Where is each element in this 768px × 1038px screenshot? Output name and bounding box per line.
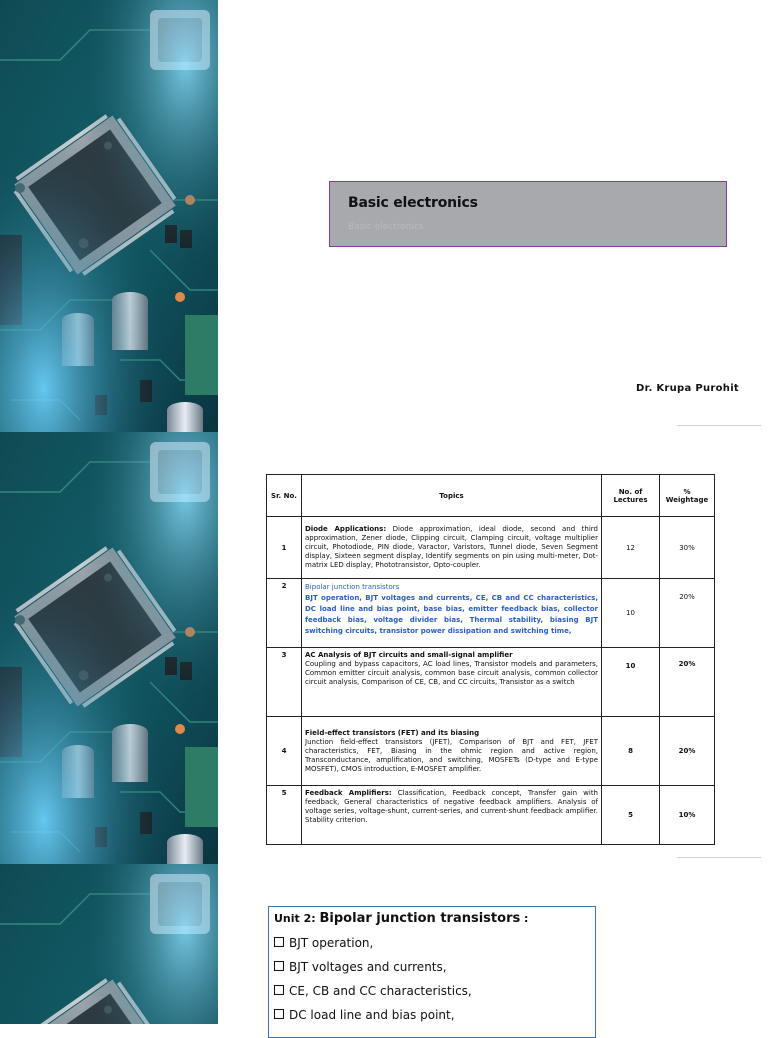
topic-text: Classification, Feedback concept, Transfer gain with feedback, General characteristics of negative feedback amplifiers. Analysis of voltage series, voltage-shunt, current-series, and current-shunt feedback amplifier. Stability criterion. (305, 789, 598, 824)
row-lectures: 5 (602, 786, 660, 845)
list-item (274, 1007, 472, 1031)
circuit-board-image (0, 864, 218, 1024)
table-row (267, 717, 715, 786)
checkbox-bullet-icon (274, 961, 284, 971)
row-weightage: 10% (660, 786, 715, 845)
checkbox-bullet-icon (274, 937, 284, 947)
row-lectures: 10 (602, 579, 660, 648)
row-sr: 5 (267, 786, 302, 845)
row-topic (302, 717, 602, 786)
row-lectures: 12 (602, 517, 660, 579)
topic-text: Diode approximation, ideal diode, second and third approximation, Zener diode, Clipping circuit, Clamping circuit, voltage multiplier circuit, Photodiode, PIN diode, Varactor, Varistors, Tunnel diode, Seven Segment display, Sixteen segment display, Identify segments on pin using multi-meter, Dot-matrix LED display, Phototransistor, Opto-coupler. (305, 525, 598, 569)
unit-title-text: Bipolar junction transistors (319, 911, 521, 926)
row-sr: 3 (267, 648, 302, 717)
list-item (274, 959, 472, 983)
unit-topic-list (274, 935, 472, 1031)
unit-title (274, 911, 528, 926)
header-sr-no: Sr. No. (267, 475, 302, 517)
title-box (329, 181, 727, 247)
topic-lead: Feedback Amplifiers: (305, 789, 392, 797)
unit-prefix: Unit 2: (274, 912, 320, 925)
checkbox-bullet-icon (274, 1009, 284, 1019)
topic-lead: AC Analysis of BJT circuits and small-signal amplifier (305, 651, 513, 659)
row-topic (302, 517, 602, 579)
table-row (267, 517, 715, 579)
unit-box (268, 906, 596, 1038)
row-sr: 2 (267, 579, 302, 648)
slide-subtitle: Basic electronics (348, 222, 424, 232)
row-sr: 1 (267, 517, 302, 579)
row-weightage: 20% (660, 579, 715, 648)
table-row (267, 786, 715, 845)
list-item-label: BJT operation, (289, 936, 374, 950)
list-item-label: CE, CB and CC characteristics, (289, 984, 472, 998)
header-topics: Topics (302, 475, 602, 517)
table-row (267, 648, 715, 717)
divider (677, 857, 761, 858)
circuit-board-image (0, 432, 218, 864)
topic-text: Junction field-effect transistors (JFET), Comparison of BJT and FET, JFET characteristics, FET, Biasing in the ohmic region and active region, Transconductance, amplification, and switching, MOSFETs (D-type and E-type MOSFET), CMOS introduction, E-MOSFET amplifier. (305, 737, 598, 773)
topic-lead: Bipolar junction transistors (305, 583, 400, 591)
divider (677, 425, 761, 426)
row-weightage: 30% (660, 517, 715, 579)
topic-text: Coupling and bypass capacitors, AC load lines, Transistor models and parameters, Common emitter circuit analysis, common base circuit analysis, common collector circuit analysis, Comparison of CE, CB, and CC circuits, Transistor as a switch (305, 660, 598, 686)
topic-text: BJT operation, BJT voltages and currents, CE, CB and CC characteristics, DC load line and bias point, base bias, emitter feedback bias, collector feedback bias, voltage divider bias, Thermal stability, biasing BJT switching circuits, transistor power dissipation and switching time, (305, 594, 598, 635)
row-weightage: 20% (660, 648, 715, 717)
slide-title: Basic electronics (348, 195, 478, 211)
header-weightage: % Weightage (660, 475, 715, 517)
list-item (274, 935, 472, 959)
table-row (267, 579, 715, 648)
row-topic (302, 579, 602, 648)
syllabus-table (266, 474, 715, 845)
row-lectures: 10 (602, 648, 660, 717)
row-lectures: 8 (602, 717, 660, 786)
unit-suffix: : (520, 912, 529, 925)
row-weightage: 20% (660, 717, 715, 786)
list-item-label: BJT voltages and currents, (289, 960, 447, 974)
row-topic (302, 786, 602, 845)
topic-lead: Field-effect transistors (FET) and its biasing (305, 728, 480, 737)
circuit-board-image (0, 0, 218, 432)
table-header-row (267, 475, 715, 517)
header-lectures: No. of Lectures (602, 475, 660, 517)
row-topic (302, 648, 602, 717)
topic-lead: Diode Applications: (305, 525, 387, 533)
row-sr: 4 (267, 717, 302, 786)
list-item (274, 983, 472, 1007)
list-item-label: DC load line and bias point, (289, 1008, 455, 1022)
author-name: Dr. Krupa Purohit (636, 383, 739, 394)
checkbox-bullet-icon (274, 985, 284, 995)
